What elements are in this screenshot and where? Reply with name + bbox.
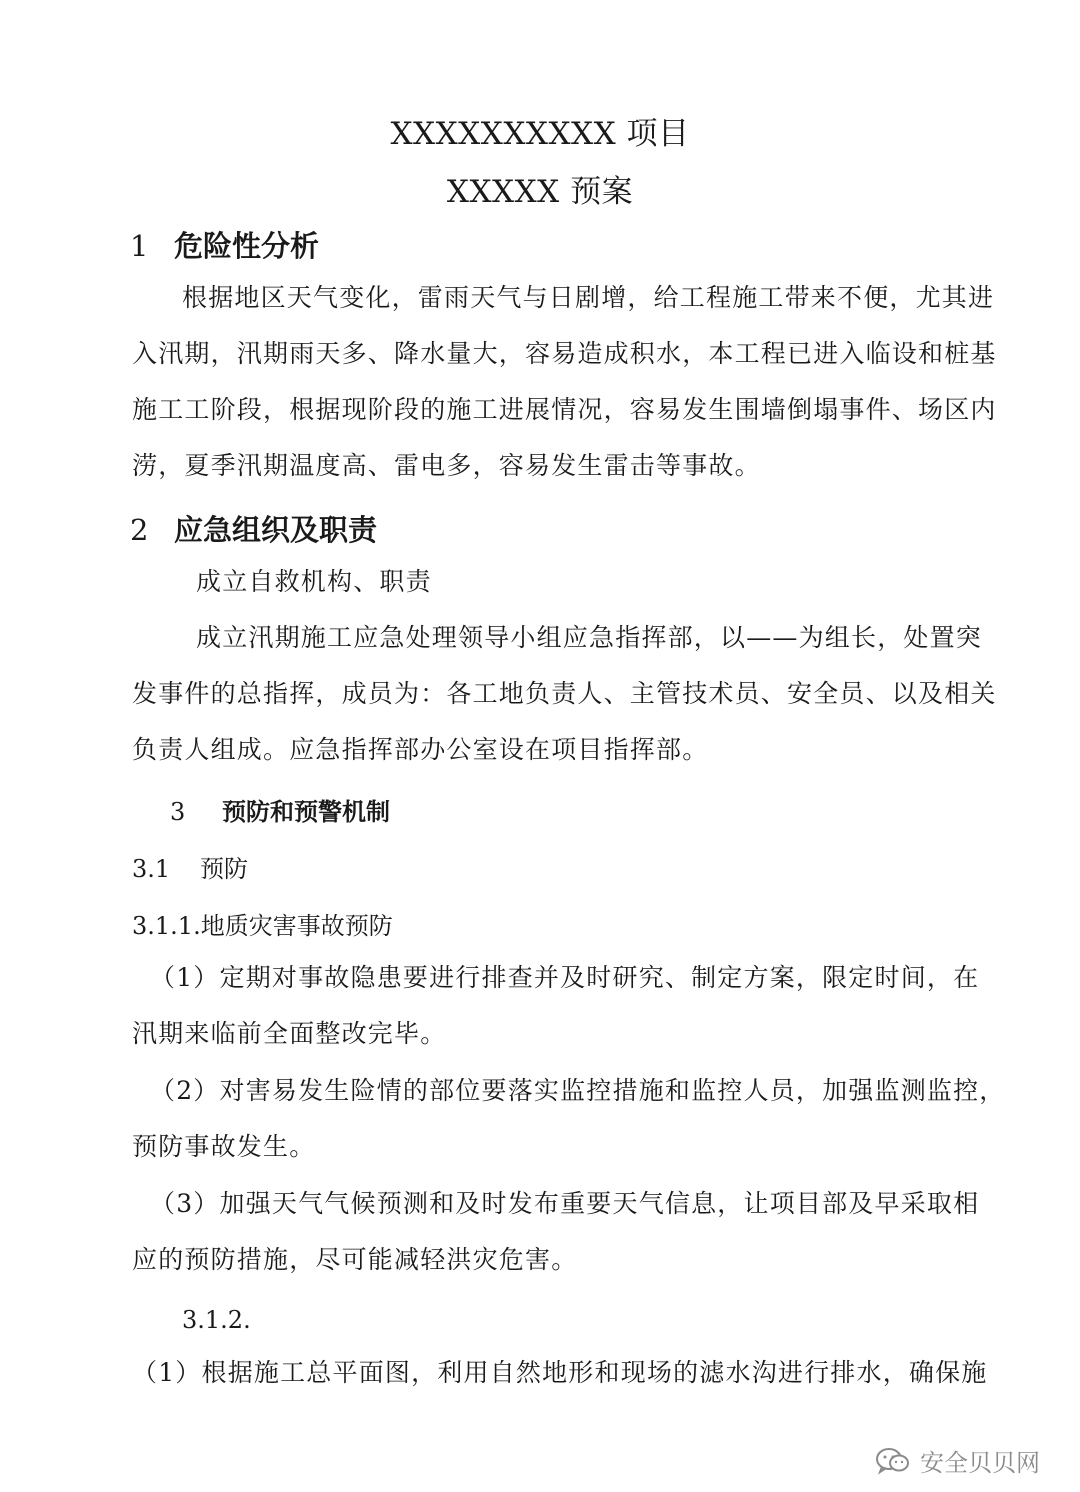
section-number: 3: [170, 798, 186, 826]
para-line: 入汛期，汛期雨天多、降水量大，容易造成积水，本工程已进入临设和桩基: [132, 339, 997, 368]
document-title: XXXXXXXXXX 项目: [390, 116, 690, 152]
list-item-continuation: 应的预防措施，尽可能减轻洪灾危害。: [132, 1245, 578, 1274]
wechat-icon: [874, 1446, 912, 1476]
list-item-continuation: 汛期来临前全面整改完毕。: [132, 1019, 447, 1048]
subsection-title: 预防: [200, 855, 248, 883]
para-line: 发事件的总指挥，成员为：各工地负责人、主管技术员、安全员、以及相关: [132, 679, 997, 708]
section-title: 预防和预警机制: [222, 798, 390, 826]
para-line: 施工工阶段，根据现阶段的施工进展情况，容易发生围墙倒塌事件、场区内: [132, 395, 997, 424]
section-2-heading: [130, 508, 377, 549]
list-item: （2）对害易发生险情的部位要落实监控措施和监控人员，加强监测监控，: [150, 1076, 1006, 1105]
subheading: 成立自救机构、职责: [196, 567, 432, 596]
section-number: 2: [130, 513, 149, 547]
para-line: 根据地区天气变化，雷雨天气与日剧增，给工程施工带来不便，尤其进: [182, 283, 995, 312]
section-title: 应急组织及职责: [174, 513, 378, 547]
document-subtitle: XXXXX 预案: [446, 174, 634, 210]
watermark-text: 安全贝贝网: [920, 1449, 1040, 1477]
para-line: 成立汛期施工应急处理领导小组应急指挥部，以——为组长，处置突: [196, 623, 983, 652]
section-title: 危险性分析: [174, 229, 320, 263]
para-line: 涝，夏季汛期温度高、雷电多，容易发生雷击等事故。: [132, 451, 761, 480]
watermark: [874, 1443, 1040, 1478]
list-item-continuation: 预防事故发生。: [132, 1132, 316, 1161]
subsection-3-1-1: 3.1.1.地质灾害事故预防: [132, 912, 393, 940]
para-line: 负责人组成。应急指挥部办公室设在项目指挥部。: [132, 735, 709, 764]
subsection-number: 3.1: [132, 855, 171, 883]
section-number: 1: [130, 229, 149, 263]
subsection-3-1: [132, 849, 248, 884]
list-item: （1）根据施工总平面图，利用自然地形和现场的滤水沟进行排水，确保施: [132, 1358, 988, 1387]
subsection-3-1-2: 3.1.2.: [182, 1306, 251, 1334]
section-3-heading: [170, 792, 390, 827]
list-item: （1）定期对事故隐患要进行排查并及时研究、制定方案，限定时间，在: [150, 963, 980, 992]
list-item: （3）加强天气气候预测和及时发布重要天气信息，让项目部及早采取相: [150, 1189, 980, 1218]
section-1-heading: [130, 224, 319, 265]
